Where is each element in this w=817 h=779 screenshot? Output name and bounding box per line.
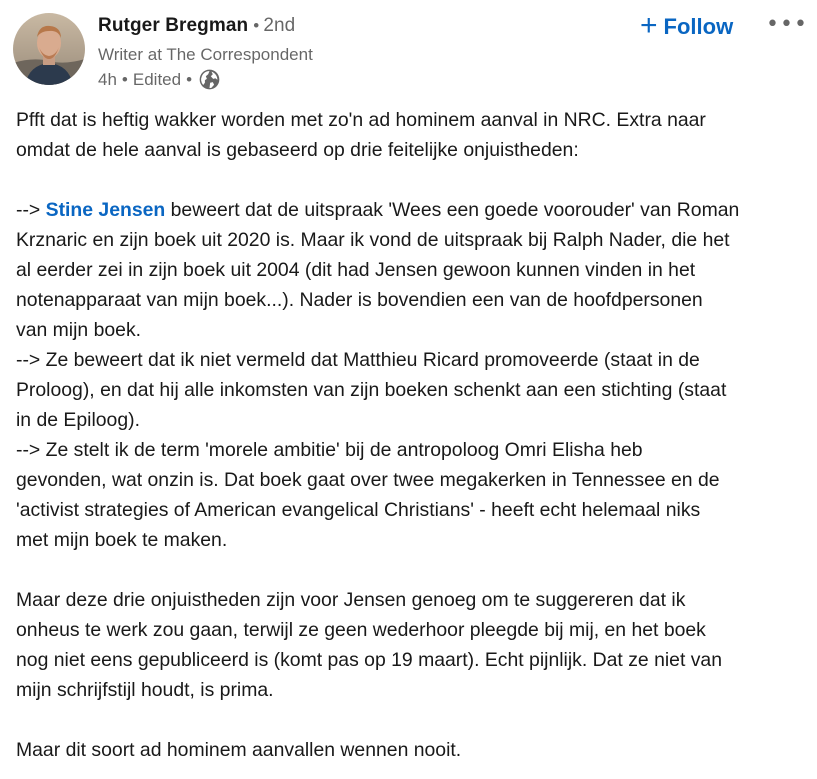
post-line [16,165,806,195]
post-text: Maar dit soort ad hominem aanvallen wennen nooit. [16,739,462,761]
post-line [16,105,806,135]
mention-link[interactable]: Stine Jensen [45,199,166,221]
author-headline: Writer at The Correspondent [98,45,313,64]
edited-label: Edited [132,69,182,89]
post-line [16,585,806,615]
post-text: Krznaric en zijn boek uit 2020 is. Maar ik vond de uitspraak bij Ralph Nader, die het [16,229,730,251]
post-line [16,735,806,765]
post-line [16,525,806,555]
post-text: Pfft dat is heftig wakker worden met zo'n ad hominem aanval in NRC. Extra naar [16,109,706,131]
connection-degree: 2nd [263,15,296,36]
avatar[interactable] [13,13,85,85]
post-line [16,705,806,735]
post-line [16,555,806,585]
post-text: --> Ze beweert dat ik niet vermeld dat Matthieu Ricard promoveerde (staat in de [16,349,700,371]
post-text: omdat de hele aanval is gebaseerd op drie feitelijke onjuistheden: [16,139,579,161]
post-time[interactable]: 4h [98,69,117,89]
post-text: --> [16,199,46,221]
post-line [16,375,806,405]
post-line [16,645,806,675]
post-text: beweert dat de uitspraak 'Wees een goede voorouder' van Roman [165,199,740,221]
post-meta [98,69,220,90]
more-options-icon: ••• [766,12,808,37]
post-line [16,255,806,285]
post-line [16,285,806,315]
post-line [16,435,806,465]
post-text: in de Epiloog). [16,409,140,431]
post-text: 'activist strategies of American evangelical Christians' - heeft echt helemaal niks [16,499,701,521]
post-line [16,135,806,165]
post-line [16,345,806,375]
post-text: --> Ze stelt ik de term 'morele ambitie' bij de antropoloog Omri Elisha heb [16,439,643,461]
post-header [0,0,817,96]
post-line [16,225,806,255]
separator-dot: • [186,69,193,89]
separator-dot: • [253,16,260,35]
plus-icon: + [640,8,658,42]
post-text: mijn schrijfstijl houdt, is prima. [16,679,274,701]
post-text: onheus te werk zou gaan, terwijl ze geen wederhoor pleegde bij mij, en het boek [16,619,706,641]
follow-button[interactable] [634,9,739,45]
follow-label: Follow [663,14,734,39]
post-text: notenapparaat van mijn boek...). Nader is bovendien een van de hoofdpersonen [16,289,703,311]
author-name[interactable]: Rutger Bregman [98,15,249,36]
more-options-button[interactable] [760,10,808,40]
post-line [16,195,806,225]
post-text: gevonden, wat onzin is. Dat boek gaat over twee megakerken in Tennessee en de [16,469,720,491]
post-line [16,465,806,495]
author-line [98,15,295,37]
post-text: met mijn boek te maken. [16,529,228,551]
post-line [16,315,806,345]
post-line [16,615,806,645]
post-line [16,675,806,705]
post-text: Proloog), en dat hij alle inkomsten van zijn boeken schenkt aan een stichting (staat [16,379,727,401]
post-text: al eerder zei in zijn boek uit 2004 (dit had Jensen gewoon kunnen vinden in het [16,259,696,281]
globe-icon [199,69,220,90]
post-line [16,495,806,525]
post-text: van mijn boek. [16,319,142,341]
separator-dot: • [121,69,128,89]
post-text: nog niet eens gepubliceerd is (komt pas op 19 maart). Echt pijnlijk. Dat ze niet van [16,649,722,671]
post-body [16,105,806,765]
post-text: Maar deze drie onjuistheden zijn voor Jensen genoeg om te suggereren dat ik [16,589,686,611]
post-line [16,405,806,435]
